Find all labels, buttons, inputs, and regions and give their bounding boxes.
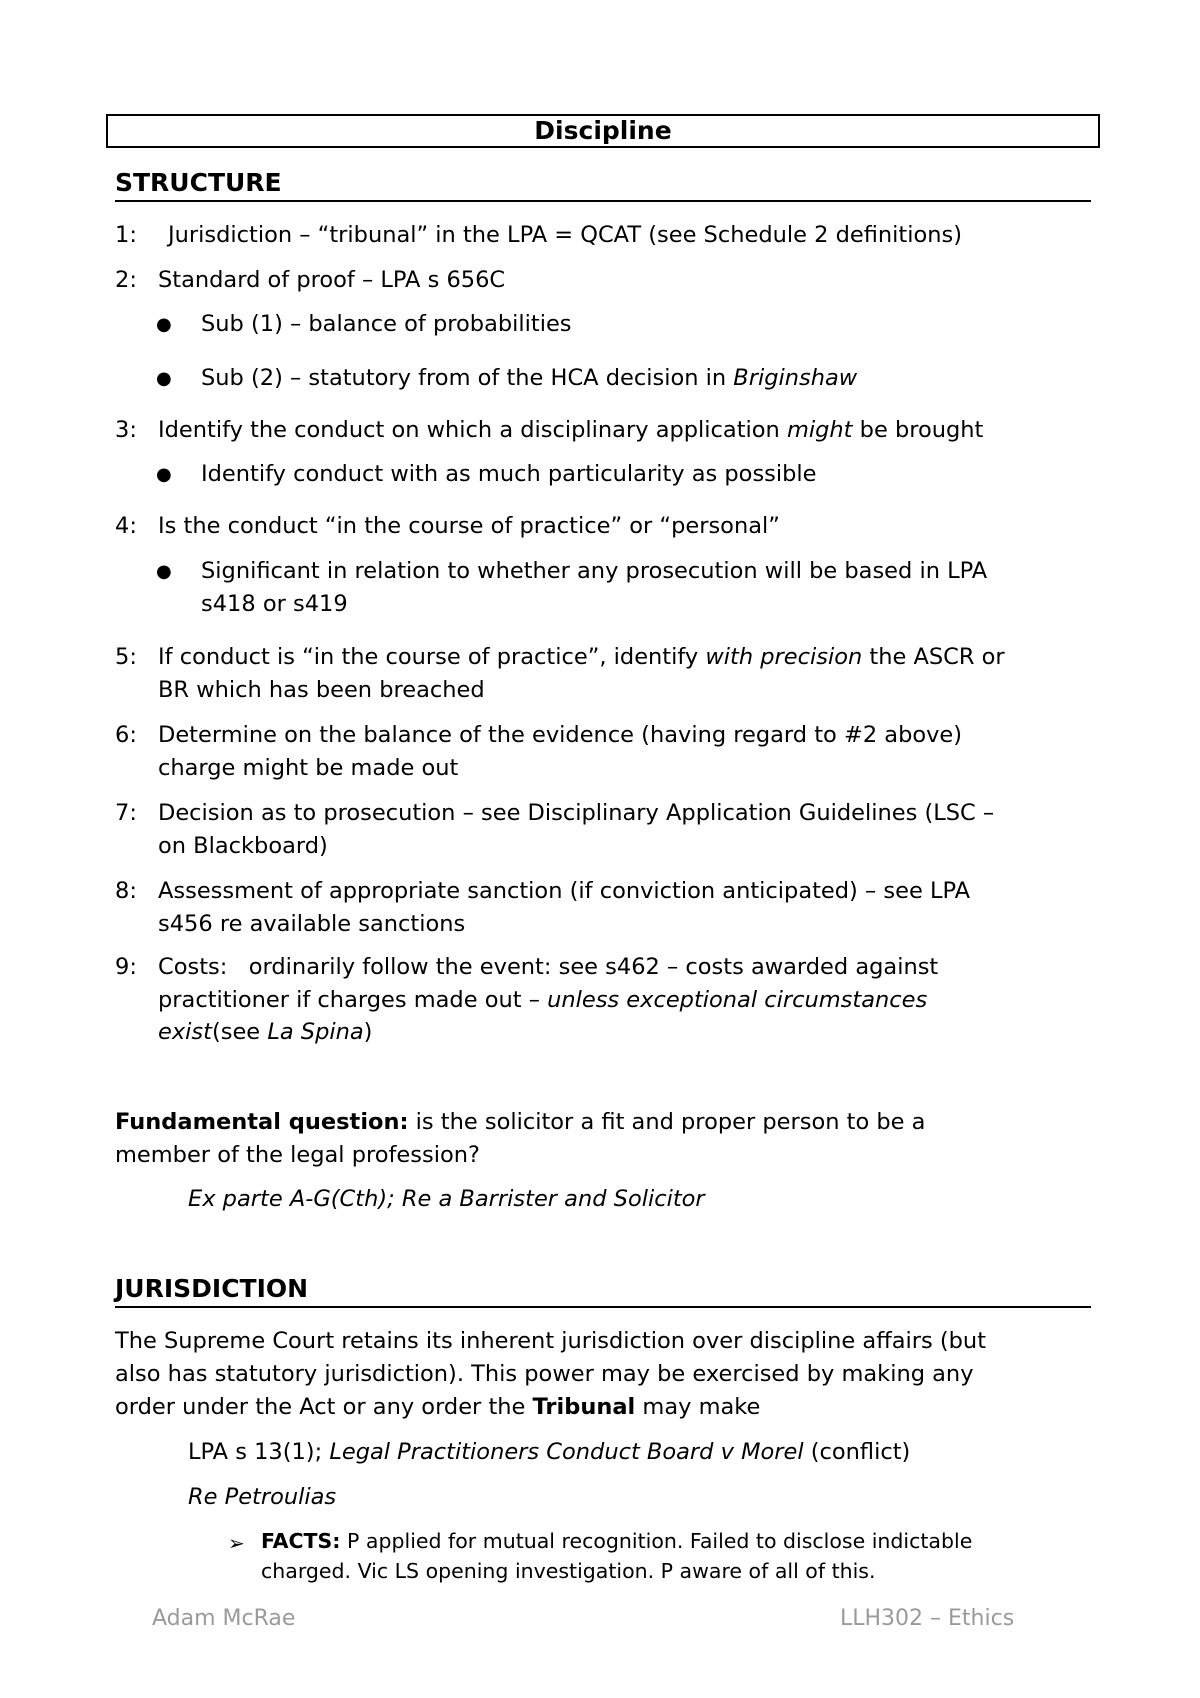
bullet-icon: ●: [156, 561, 172, 582]
bullet-icon: ●: [156, 314, 172, 335]
fundamental-question: Fundamental question: is the solicitor a fit and proper person to be a: [115, 1109, 926, 1135]
footer-course: LLH302 – Ethics: [840, 1606, 1015, 1631]
document-title: Discipline: [106, 114, 1100, 148]
facts-line: FACTS: P applied for mutual recognition. Failed to disclose indictable: [261, 1529, 973, 1553]
section-heading-jurisdiction: JURISDICTION: [115, 1274, 1091, 1308]
footer-author: Adam McRae: [152, 1606, 296, 1631]
paragraph-line: The Supreme Court retains its inherent jurisdiction over discipline affairs (but: [115, 1328, 987, 1354]
bullet-icon: ●: [156, 464, 172, 485]
bullet-icon: ●: [156, 368, 172, 389]
arrow-bullet-icon: ➢: [228, 1531, 245, 1555]
section-heading-structure: STRUCTURE: [115, 168, 1091, 202]
fundamental-question-continuation: member of the legal profession?: [115, 1142, 480, 1168]
document-page: Discipline STRUCTURE 1: Jurisdiction – “tribunal” in the LPA = QCAT (see Schedule 2 definitions) 2: Standard of proof – LPA s 656C ● Sub (1) – balance of probabilities ● Sub (2) – statutory from of the HCA decision in Briginshaw 3: Identify the conduct on which a disciplinary application might be brought ● Identify conduct with as much particularity as possible 4: Is the conduct “in the course of practice” or “personal” ● Significant in relation to whether any prosecution will be based in LPA s418 or s419 5: If conduct is “in the course of practice”, identify with precision the ASCR or BR which has been breached 6: Determine on the balance of the evidence (having regard to #2 above) charge might be made out 7: Decision as to prosecution – see Disciplinary Application Guidelines (LSC – on Blackboard) 8: Assessment of appropriate sanction (if conviction anticipated) – see LPA s456 re available sanctions 9: Costs: ordinarily follow the event: see s462 – costs awarded against practitioner if charges made out – unless exceptional circumstances exist(see La Spina) Fundamental question: is the solicitor a fit and proper person to be a member of the legal profession? Ex parte A-G(Cth); Re a Barrister and Solicitor JURISDICTION The Supreme Court retains its inherent jurisdiction over discipline affairs (but also has statutory jurisdiction). This power may be exercised by making any order under the Act or any order the Tribunal may make LPA s 13(1); Legal Practitioners Conduct Board v Morel (conflict) Re Petroulias ➢ FACTS: P applied for mutual recognition. Failed to disclose indictable charged. Vic LS opening investigation. P aware of all of this. Adam McRae LLH302 – Ethics: [0, 0, 1200, 1698]
case-name: Re Petroulias: [188, 1484, 337, 1510]
paragraph-line: also has statutory jurisdiction). This power may be exercised by making any: [115, 1361, 974, 1387]
paragraph-line: order under the Act or any order the Tribunal may make: [115, 1394, 761, 1420]
case-citation: Ex parte A-G(Cth); Re a Barrister and Solicitor: [188, 1186, 705, 1212]
statute-reference: LPA s 13(1); Legal Practitioners Conduct Board v Morel (conflict): [188, 1439, 911, 1465]
facts-line-continuation: charged. Vic LS opening investigation. P aware of all of this.: [261, 1559, 876, 1583]
